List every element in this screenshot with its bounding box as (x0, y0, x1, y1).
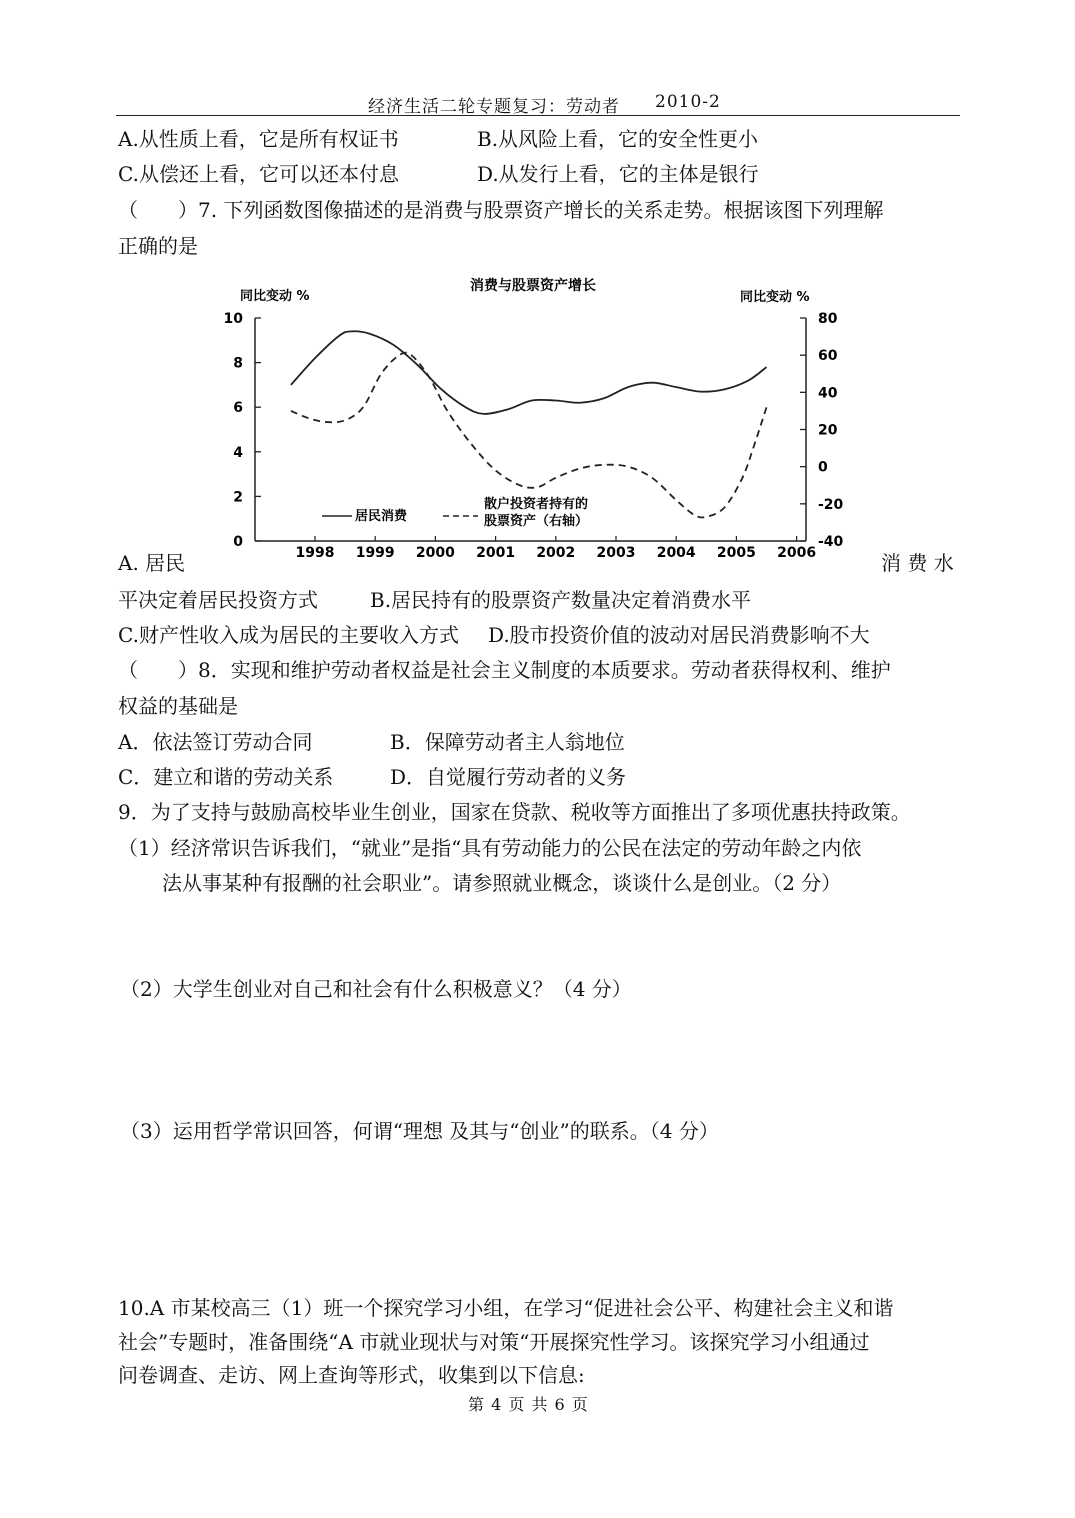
chart-title: 消费与股票资产增长 (470, 278, 596, 294)
left-tick-label: 10 (223, 311, 243, 327)
right-tick-label: 40 (818, 385, 838, 402)
page-footer: 第 4 页 共 6 页 (468, 1395, 589, 1414)
q8-option-d: D．自觉履行劳动者的义务 (390, 765, 627, 789)
legend-stock-label-line2: 股票资产（右轴） (484, 514, 589, 529)
right-tick-label: 60 (818, 348, 838, 365)
q8-stem-line1: （ ）8．实现和维护劳动者权益是社会主义制度的本质要求。劳动者获得权利、维护 (118, 658, 891, 682)
q6-option-a: A.从性质上看，它是所有权证书 (118, 127, 399, 151)
q7-option-d: D.股市投资价值的波动对居民消费影响不大 (488, 623, 870, 647)
right-tick-label: 80 (818, 311, 838, 327)
q7-stem-line2: 正确的是 (118, 234, 198, 258)
q7-stem-line1: （ ）7. 下列函数图像描述的是消费与股票资产增长的关系走势。根据该图下列理解 (118, 198, 884, 222)
q7-option-a-line2: 平决定着居民投资方式 (118, 588, 318, 612)
right-tick-label: 0 (818, 459, 828, 476)
q9-part3: （3）运用哲学常识回答，何谓“理想 及其与“创业”的联系。（4 分） (120, 1119, 719, 1143)
q6-option-c: C.从偿还上看，它可以还本付息 (118, 162, 399, 186)
right-tick-label: -40 (818, 534, 844, 550)
q6-option-b: B.从风险上看，它的安全性更小 (477, 127, 759, 151)
header-title: 经济生活二轮专题复习：劳动者 (368, 97, 620, 117)
q8-option-a: A．依法签订劳动合同 (118, 730, 313, 754)
header-date: 2010-2 (655, 92, 721, 112)
x-tick-label: 1999 (355, 545, 395, 561)
left-tick-label: 2 (233, 489, 243, 506)
x-tick-label: 2001 (476, 545, 516, 561)
series-consumption-line (291, 331, 767, 414)
left-tick-label: 4 (233, 444, 243, 461)
x-tick-label: 1998 (295, 545, 335, 561)
q8-option-b: B．保障劳动者主人翁地位 (390, 730, 625, 754)
right-tick-label: -20 (818, 496, 844, 513)
series-stock-assets-line (291, 353, 767, 518)
q10-line2: 社会”专题时，准备围绕“A 市就业现状与对策“开展探究性学习。该探究学习小组通过 (118, 1330, 870, 1354)
q9-part1-line1: （1）经济常识告诉我们，“就业”是指“具有劳动能力的公民在法定的劳动年龄之内依 (118, 836, 862, 860)
left-tick-label: 6 (233, 400, 243, 417)
q7-option-c: C.财产性收入成为居民的主要收入方式 (118, 623, 459, 647)
q8-stem-line2: 权益的基础是 (118, 694, 238, 718)
q10-line3: 问卷调查、走访、网上查询等形式，收集到以下信息: (118, 1363, 585, 1387)
q7-option-b: B.居民持有的股票资产数量决定着消费水平 (370, 588, 752, 612)
q6-option-d: D.从发行上看，它的主体是银行 (477, 162, 759, 186)
q9-stem: 9．为了支持与鼓励高校毕业生创业，国家在贷款、税收等方面推出了多项优惠扶持政策。 (118, 800, 911, 824)
left-tick-label: 0 (233, 534, 243, 550)
x-tick-label: 2005 (716, 545, 756, 561)
q9-part1-line2: 法从事某种有报酬的社会职业”。请参照就业概念，谈谈什么是创业。（2 分） (162, 871, 842, 895)
x-tick-label: 2004 (656, 545, 696, 561)
q7-option-a-end: 消 费 水 (881, 551, 954, 575)
chart-ylabel-left: 同比变动 % (240, 289, 310, 304)
x-tick-label: 2006 (777, 545, 817, 561)
x-tick-label: 2002 (536, 545, 576, 561)
left-tick-label: 8 (233, 355, 243, 372)
q8-option-c: C．建立和谐的劳动关系 (118, 765, 334, 789)
x-tick-label: 2003 (596, 545, 636, 561)
legend-stock-label-line1: 散户投资者持有的 (484, 497, 589, 512)
q9-part2: （2）大学生创业对自己和社会有什么积极意义？（4 分） (120, 977, 632, 1001)
consumption-stock-chart (0, 0, 1075, 600)
right-tick-label: 20 (818, 422, 838, 439)
legend-consumption-label: 居民消费 (355, 509, 408, 524)
q10-line1: 10.A 市某校高三（1）班一个探究学习小组，在学习“促进社会公平、构建社会主义和谐 (118, 1296, 894, 1320)
chart-ylabel-right: 同比变动 % (740, 290, 810, 305)
q7-option-a-start: A. 居民 (118, 551, 186, 575)
x-tick-label: 2000 (415, 545, 455, 561)
